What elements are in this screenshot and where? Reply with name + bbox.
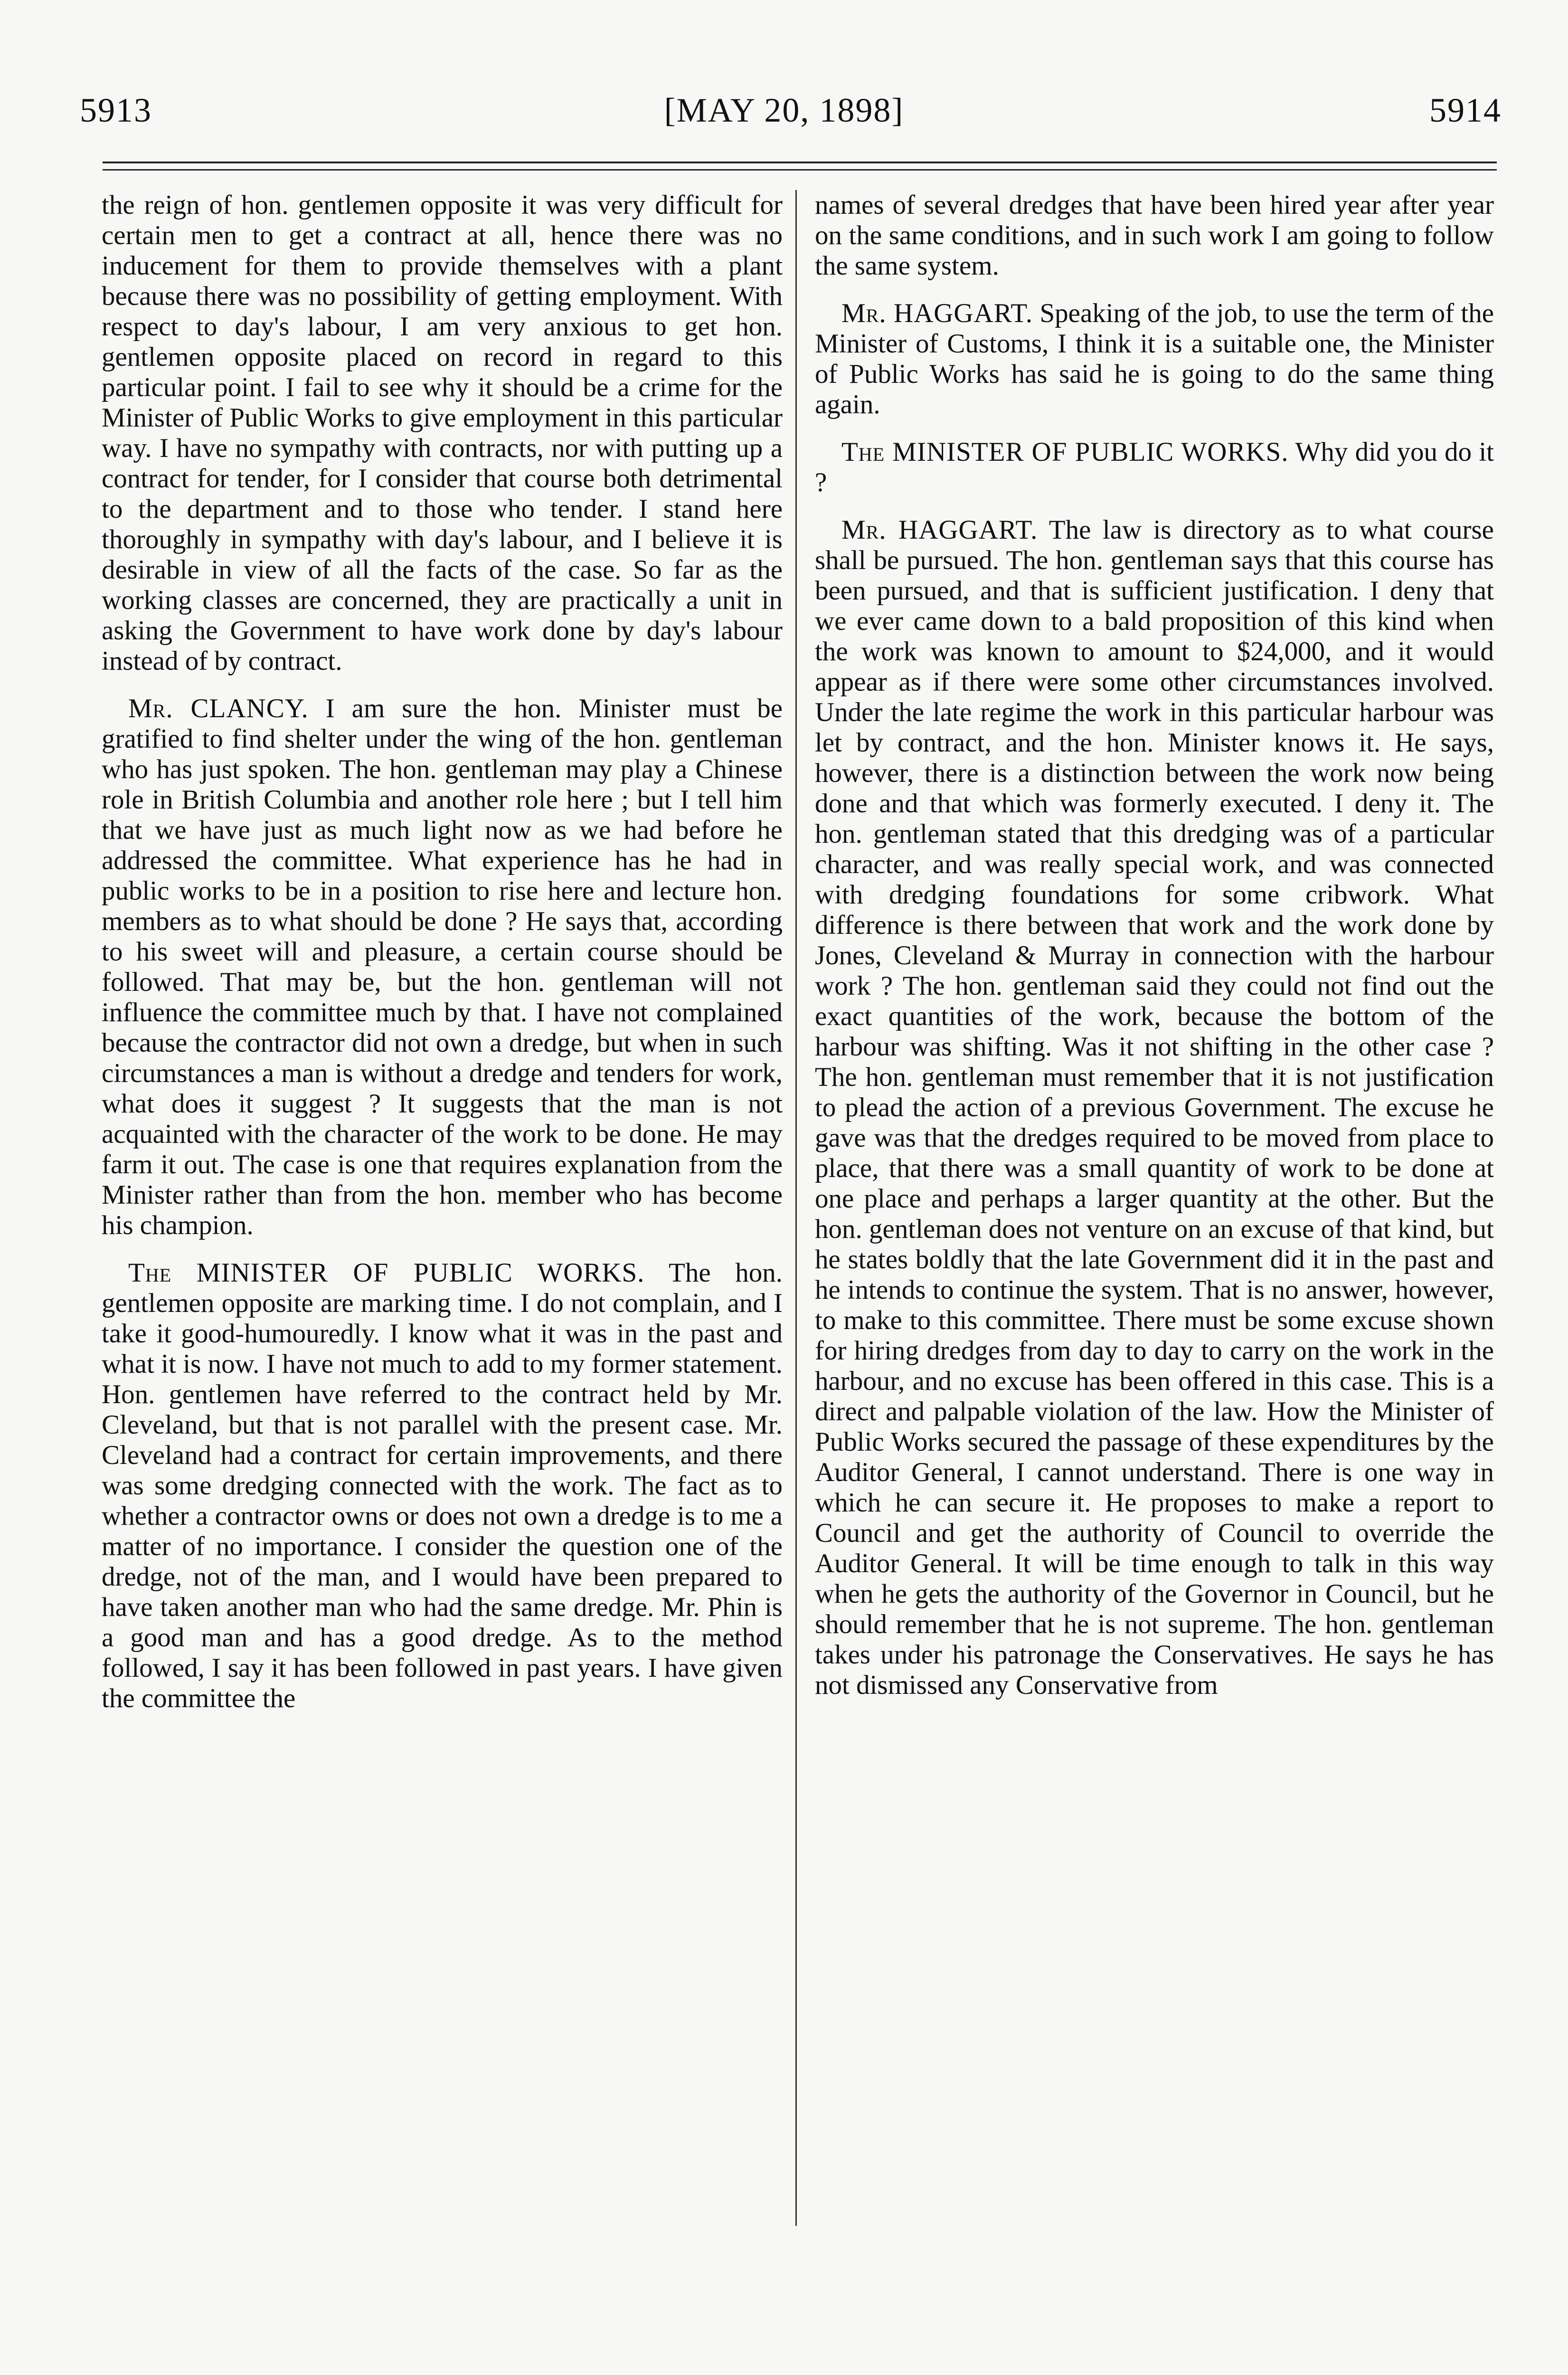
speech-text: The hon. gentlemen opposite are marking time. I do not complain, and I take it good-humouredly. I know what it was in the past and what it is now. I have not much to add to my former statement. Hon. gentlemen have referred to the contract held by Mr. Cleveland, but that is not parallel with the present case. Mr. Cleveland had a contract for certain improvements, and there was some dredging connected with the work. The fact as to whether a contractor owns or does not own a dredge is to me a matter of no importance. I consider the question one of the dredge, not of the man, and I would have been prepared to have taken another man who had the same dredge. Mr. Phin is a good man and has a good dredge. As to the method followed, I say it has been followed in past years. I have given the committee the bbox=[102, 1258, 783, 1713]
page-date: [MAY 20, 1898] bbox=[664, 91, 904, 129]
speaker-name: Mr. CLANCY. bbox=[128, 694, 309, 723]
page-header bbox=[0, 0, 1568, 157]
paragraph: the reign of hon. gentlemen opposite it was very difficult for certain men to get a contract at all, hence there was no inducement for them to provide themselves with a plant because there was no possibility of getting employment. With respect to day's labour, I am very anxious to get hon. gentlemen opposite placed on record in regard to this particular point. I fail to see why it should be a crime for the Minister of Public Works to give employment in this particular way. I have no sympathy with contracts, nor with putting up a contract for tender, for I consider that course both detrimental to the department and to those who tender. I stand here thoroughly in sympathy with day's labour, and I believe it is desirable in view of all the facts of the case. So far as the working classes are concerned, they are practically a unit in asking the Government to have work done by day's labour instead of by contract. bbox=[102, 190, 783, 676]
paragraph: names of several dredges that have been hired year after year on the same conditions, and in such work I am going to follow the same system. bbox=[815, 190, 1494, 281]
paragraph bbox=[815, 298, 1494, 420]
page-number-left: 5913 bbox=[80, 91, 152, 129]
speech-text: Why did you do it ? bbox=[815, 437, 1494, 497]
header-rule-top bbox=[103, 162, 1497, 163]
left-column bbox=[102, 190, 783, 2226]
speech-text: I am sure the hon. Minister must be gratified to find shelter under the wing of the hon. gentleman who has just spoken. The hon. gentleman may play a Chinese role in British Columbia and another role here ; but I tell him that we have just as much light now as we had before he addressed the committee. What experience has he had in public works to be in a position to rise here and lecture hon. members as to what should be done ? He says that, according to his sweet will and pleasure, a certain course should be followed. That may be, but the hon. gentleman will not influence the committee much by that. I have not complained because the contractor did not own a dredge, but when in such circumstances a man is without a dredge and tenders for work, what does it suggest ? It suggests that the man is not acquainted with the character of the work to be done. He may farm it out. The case is one that requires explanation from the Minister rather than from the hon. member who has become his champion. bbox=[102, 694, 783, 1240]
speech-text: The law is directory as to what course shall be pursued. The hon. gentleman says that this course has been pursued, and that is sufficient justification. I deny that we ever came down to a bald proposition of this kind when the work was known to amount to $24,000, and it would appear as if there were some other circumstances involved. Under the late regime the work in this particular harbour was let by contract, and the hon. Minister knows it. He says, however, there is a distinction between the work now being done and that which was formerly executed. I deny it. The hon. gentleman stated that this dredging was of a particular character, and was really special work, and was connected with dredging foundations for some cribwork. What difference is there between that work and the work done by Jones, Cleveland & Murray in connection with the harbour work ? The hon. gentleman said they could not find out the exact quantities of the work, because the bottom of the harbour was shifting. Was it not shifting in the other case ? The hon. gentleman must remember that it is not justification to plead the action of a previous Government. The excuse he gave was that the dredges required to be moved from place to place, that there was a small quantity of work to be done at one place and perhaps a larger quantity at the other. But the hon. gentleman does not venture on an excuse of that kind, but he states boldly that the late Government did it in the past and he intends to continue the system. That is no answer, however, to make to this committee. There must be some excuse shown for hiring dredges from day to day to carry on the work in the harbour, and no excuse has been offered in this case. This is a direct and palpable violation of the law. How the Minister of Public Works secured the passage of these expenditures by the Auditor General, I cannot understand. There is one way in which he can secure it. He proposes to make a report to Council and get the authority of Council to override the Auditor General. It will be time enough to talk in this way when he gets the authority of the Governor in Council, but he should remember that he is not supreme. The hon. gentleman takes under his patronage the Conservatives. He says he has not dismissed any Conservative from bbox=[815, 515, 1494, 1700]
paragraph bbox=[815, 437, 1494, 498]
column-divider bbox=[795, 190, 797, 2226]
speaker-name: The MINISTER OF PUBLIC WORKS. bbox=[841, 437, 1289, 467]
speaker-name: The MINISTER OF PUBLIC WORKS. bbox=[128, 1258, 645, 1288]
right-column bbox=[815, 190, 1494, 2226]
speech-text: Speaking of the job, to use the term of the Minister of Customs, I think it is a suitable one, the Minister of Public Works has said he is going to do the same thing again. bbox=[815, 298, 1494, 419]
paragraph bbox=[102, 694, 783, 1241]
paragraph bbox=[815, 515, 1494, 1700]
header-rule-bottom bbox=[103, 169, 1497, 171]
speaker-name: Mr. HAGGART. bbox=[841, 298, 1033, 328]
speaker-name: Mr. HAGGART. bbox=[841, 515, 1038, 545]
page-number-right: 5914 bbox=[1429, 91, 1502, 129]
paragraph bbox=[102, 1258, 783, 1714]
